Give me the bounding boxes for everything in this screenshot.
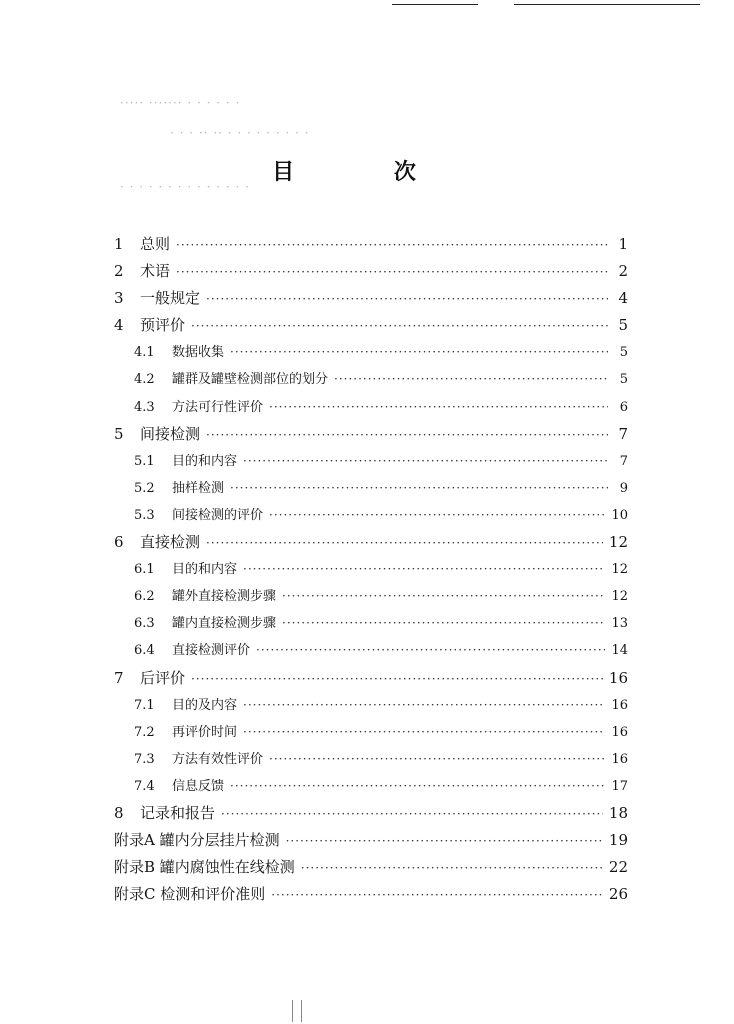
toc-leader-dots	[286, 828, 603, 855]
toc-label: 目的及内容	[172, 697, 238, 713]
toc-page-number: 2	[618, 262, 628, 281]
toc-leader-dots	[282, 583, 605, 610]
toc-label: 信息反馈	[172, 778, 225, 794]
toc-label: 目的和内容	[172, 562, 238, 578]
toc-leader-dots	[191, 666, 603, 693]
toc-number: 6.2	[134, 589, 155, 605]
toc-number: 6.3	[134, 616, 155, 632]
toc-leader-dots	[206, 286, 608, 313]
toc-label: 直接检测评价	[172, 643, 251, 659]
toc-leader-dots	[243, 692, 605, 719]
toc-entry[interactable]	[114, 719, 628, 746]
toc-label: 一般规定	[140, 289, 201, 308]
toc-entry[interactable]	[114, 339, 628, 366]
page-title: 目 次	[272, 158, 462, 185]
toc-leader-dots	[206, 530, 603, 557]
toc-leader-dots	[230, 475, 608, 502]
toc-page-number: 13	[611, 616, 628, 632]
toc-page-number: 5	[619, 372, 628, 388]
toc-page-number: 1	[618, 235, 628, 253]
toc-label: 罐内直接检测步骤	[172, 616, 277, 632]
toc-page-number: 26	[608, 885, 628, 904]
toc-label: 后评价	[140, 668, 186, 687]
toc-label: 总则	[140, 235, 171, 253]
toc-entry[interactable]	[114, 421, 628, 448]
toc-number: 7	[114, 668, 124, 687]
toc-entry[interactable]	[114, 366, 628, 393]
toc-label: 附录A 罐内分层挂片检测	[114, 831, 280, 850]
toc-number: 5.2	[134, 480, 155, 496]
toc-number: 7.3	[134, 751, 155, 767]
toc-page-number: 22	[608, 858, 628, 877]
toc-number: 4	[114, 316, 124, 335]
toc-entry[interactable]	[114, 285, 628, 312]
toc-entry[interactable]	[114, 800, 628, 827]
toc-entry[interactable]	[114, 231, 628, 258]
top-rule-right	[514, 4, 700, 5]
toc-page-number: 12	[611, 589, 628, 605]
toc-entry[interactable]	[114, 556, 628, 583]
toc-label: 目的和内容	[172, 453, 238, 469]
toc-label: 预评价	[140, 316, 186, 335]
toc-page-number: 5	[618, 316, 628, 335]
toc-leader-dots	[243, 719, 605, 746]
toc-page-number: 12	[608, 533, 628, 552]
toc-label: 附录B 罐内腐蚀性在线检测	[114, 858, 295, 877]
toc-leader-dots	[269, 502, 605, 529]
toc-entry[interactable]	[114, 529, 628, 556]
toc-number: 5	[114, 424, 124, 443]
toc-entry[interactable]	[114, 583, 628, 610]
toc-entry[interactable]	[114, 448, 628, 475]
toc-leader-dots	[271, 882, 603, 909]
toc-number: 7.4	[134, 778, 155, 794]
toc-leader-dots	[269, 746, 605, 773]
toc-leader-dots	[282, 610, 605, 637]
toc-number: 6.4	[134, 643, 155, 659]
toc-label: 罐群及罐壁检测部位的划分	[172, 372, 329, 388]
table-of-contents	[114, 231, 628, 908]
toc-entry[interactable]	[114, 610, 628, 637]
toc-leader-dots	[191, 313, 608, 340]
toc-entry[interactable]	[114, 258, 628, 285]
toc-leader-dots	[230, 773, 605, 800]
toc-page-number: 9	[619, 480, 628, 496]
toc-label: 记录和报告	[140, 803, 216, 822]
toc-number: 5.3	[134, 507, 155, 523]
toc-page-number: 7	[618, 424, 628, 443]
toc-label: 术语	[140, 262, 171, 281]
top-rule-left	[392, 4, 478, 5]
toc-number: 1	[114, 235, 124, 253]
toc-page-number: 18	[608, 803, 628, 822]
toc-page-number: 5	[619, 345, 628, 361]
toc-leader-dots	[206, 422, 608, 449]
toc-leader-dots	[256, 637, 605, 664]
toc-leader-dots	[301, 855, 603, 882]
bleed-through-text: · · · ·· ·· · · · · · · · · ·	[170, 126, 310, 140]
toc-label: 直接检测	[140, 533, 201, 552]
toc-page-number: 7	[619, 453, 628, 469]
toc-number: 7.2	[134, 724, 155, 740]
toc-entry[interactable]	[114, 312, 628, 339]
toc-label: 方法有效性评价	[172, 751, 264, 767]
toc-entry[interactable]	[114, 881, 628, 908]
toc-label: 间接检测	[140, 424, 201, 443]
toc-entry[interactable]	[114, 637, 628, 664]
toc-page-number: 16	[608, 668, 628, 687]
toc-leader-dots	[176, 259, 608, 286]
toc-number: 6	[114, 533, 124, 552]
toc-label: 罐外直接检测步骤	[172, 589, 277, 605]
toc-leader-dots	[176, 232, 608, 259]
toc-page-number: 14	[611, 643, 628, 659]
toc-label: 方法可行性评价	[172, 399, 264, 415]
toc-entry[interactable]	[114, 746, 628, 773]
toc-entry[interactable]	[114, 665, 628, 692]
bleed-through-text: ····· ······· · · · · · ·	[120, 96, 241, 110]
toc-label: 附录C 检测和评价准则	[114, 885, 266, 904]
toc-page-number: 6	[619, 399, 628, 415]
toc-label: 间接检测的评价	[172, 507, 264, 523]
bleed-through-text: · · · · · · · · · · · · · ·	[120, 180, 250, 194]
toc-number: 2	[114, 262, 124, 281]
toc-number: 8	[114, 803, 124, 822]
toc-number: 6.1	[134, 562, 155, 578]
toc-number: 3	[114, 289, 124, 308]
toc-page-number: 10	[611, 507, 628, 523]
toc-leader-dots	[221, 801, 603, 828]
toc-label: 抽样检测	[172, 480, 225, 496]
toc-leader-dots	[243, 448, 608, 475]
toc-page-number: 12	[611, 562, 628, 578]
toc-entry[interactable]	[114, 773, 628, 800]
toc-number: 4.1	[134, 345, 155, 361]
toc-label: 数据收集	[172, 345, 225, 361]
toc-leader-dots	[334, 366, 608, 393]
toc-entry[interactable]	[114, 394, 628, 421]
toc-page-number: 19	[608, 831, 628, 850]
toc-page-number: 16	[611, 697, 628, 713]
toc-leader-dots	[269, 394, 608, 421]
toc-label: 再评价时间	[172, 724, 238, 740]
binding-mark	[292, 1000, 302, 1022]
toc-entry[interactable]	[114, 475, 628, 502]
toc-entry[interactable]	[114, 827, 628, 854]
toc-leader-dots	[243, 556, 605, 583]
toc-page-number: 4	[618, 289, 628, 308]
toc-page-number: 16	[611, 751, 628, 767]
toc-page-number: 16	[611, 724, 628, 740]
toc-page-number: 17	[611, 778, 628, 794]
toc-entry[interactable]	[114, 502, 628, 529]
toc-entry[interactable]	[114, 854, 628, 881]
toc-number: 4.2	[134, 372, 155, 388]
toc-number: 7.1	[134, 697, 155, 713]
toc-number: 4.3	[134, 399, 155, 415]
toc-number: 5.1	[134, 453, 155, 469]
toc-entry[interactable]	[114, 692, 628, 719]
toc-leader-dots	[230, 339, 608, 366]
